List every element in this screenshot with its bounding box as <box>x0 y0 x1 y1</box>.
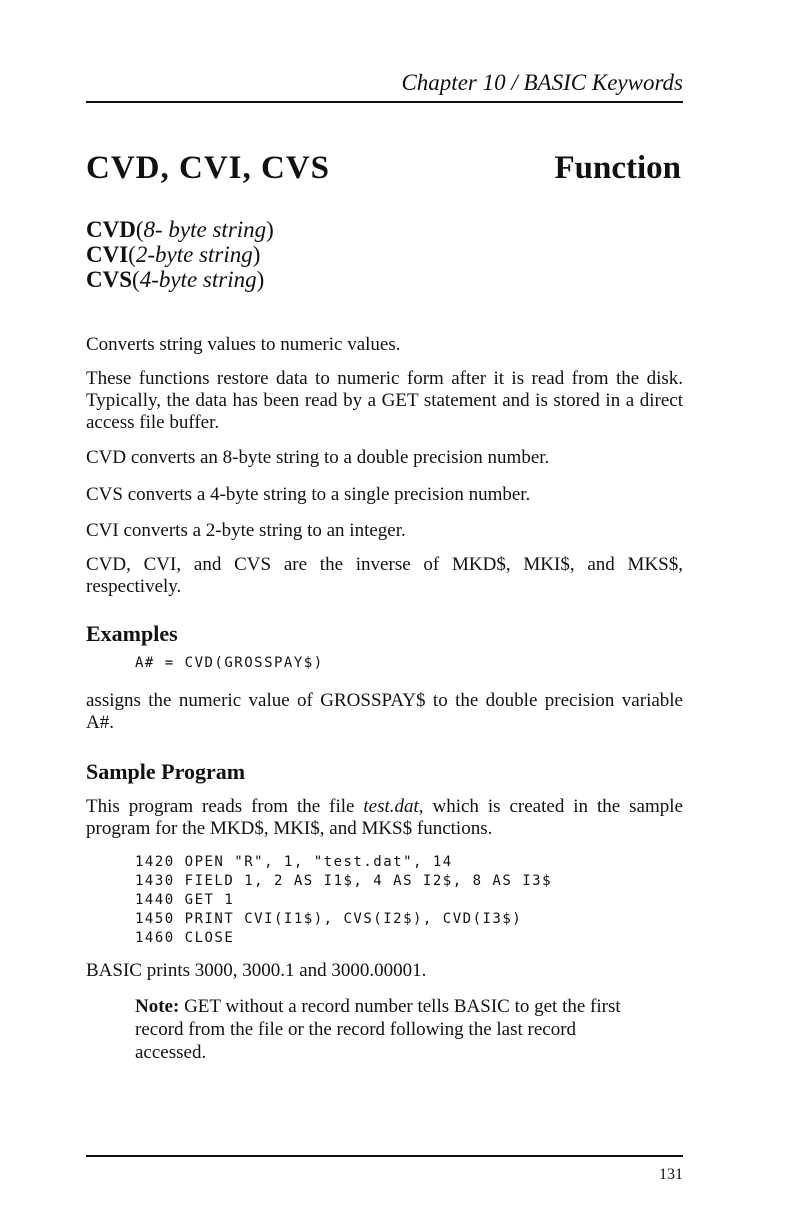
code-line: 1460 CLOSE <box>135 930 235 946</box>
example-code: A# = CVD(GROSSPAY$) <box>135 655 324 671</box>
syntax-line-cvs: CVS(4-byte string) <box>86 267 265 292</box>
paragraph: CVS converts a 4-byte string to a single precision number. <box>86 484 531 505</box>
note-block <box>135 995 638 1064</box>
sample-intro: This program reads from the file test.dat, which is created in the sample program for the MKD$, MKI$, and MKS$ functions. <box>86 796 683 839</box>
running-head: Chapter 10 / BASIC Keywords <box>401 70 683 95</box>
footer-rule <box>86 1155 683 1157</box>
paragraph: CVD, CVI, and CVS are the inverse of MKD$, MKI$, and MKS$, respectively. <box>86 554 683 597</box>
paragraph: These functions restore data to numeric form after it is read from the disk. Typically, the data has been read by a GET statement and is stored in a direct access file buffer. <box>86 368 683 433</box>
code-line: 1440 GET 1 <box>135 892 235 908</box>
examples-heading: Examples <box>86 621 178 646</box>
example-description: assigns the numeric value of GROSSPAY$ to the double precision variable A#. <box>86 690 683 733</box>
page-number: 131 <box>659 1166 683 1183</box>
sample-program-heading: Sample Program <box>86 759 246 784</box>
code-line: 1450 PRINT CVI(I1$), CVS(I2$), CVD(I3$) <box>135 911 523 927</box>
header-rule <box>86 101 683 103</box>
paragraph: Converts string values to numeric values. <box>86 334 401 355</box>
page-title: CVD, CVI, CVS <box>86 150 331 186</box>
syntax-line-cvd: CVD(8- byte string) <box>86 217 274 242</box>
code-line: 1430 FIELD 1, 2 AS I1$, 4 AS I2$, 8 AS I3$ <box>135 873 553 889</box>
paragraph: CVI converts a 2-byte string to an integer. <box>86 520 406 541</box>
syntax-line-cvi: CVI(2-byte string) <box>86 242 261 267</box>
code-line: 1420 OPEN "R", 1, "test.dat", 14 <box>135 854 453 870</box>
note-text: GET without a record number tells BASIC to get the first record from the file or the record following the last record accessed. <box>135 996 621 1063</box>
paragraph: CVD converts an 8-byte string to a double precision number. <box>86 447 550 468</box>
note-label: Note: <box>135 996 180 1017</box>
keyword-type: Function <box>554 150 681 186</box>
sample-result: BASIC prints 3000, 3000.1 and 3000.00001. <box>86 960 427 981</box>
